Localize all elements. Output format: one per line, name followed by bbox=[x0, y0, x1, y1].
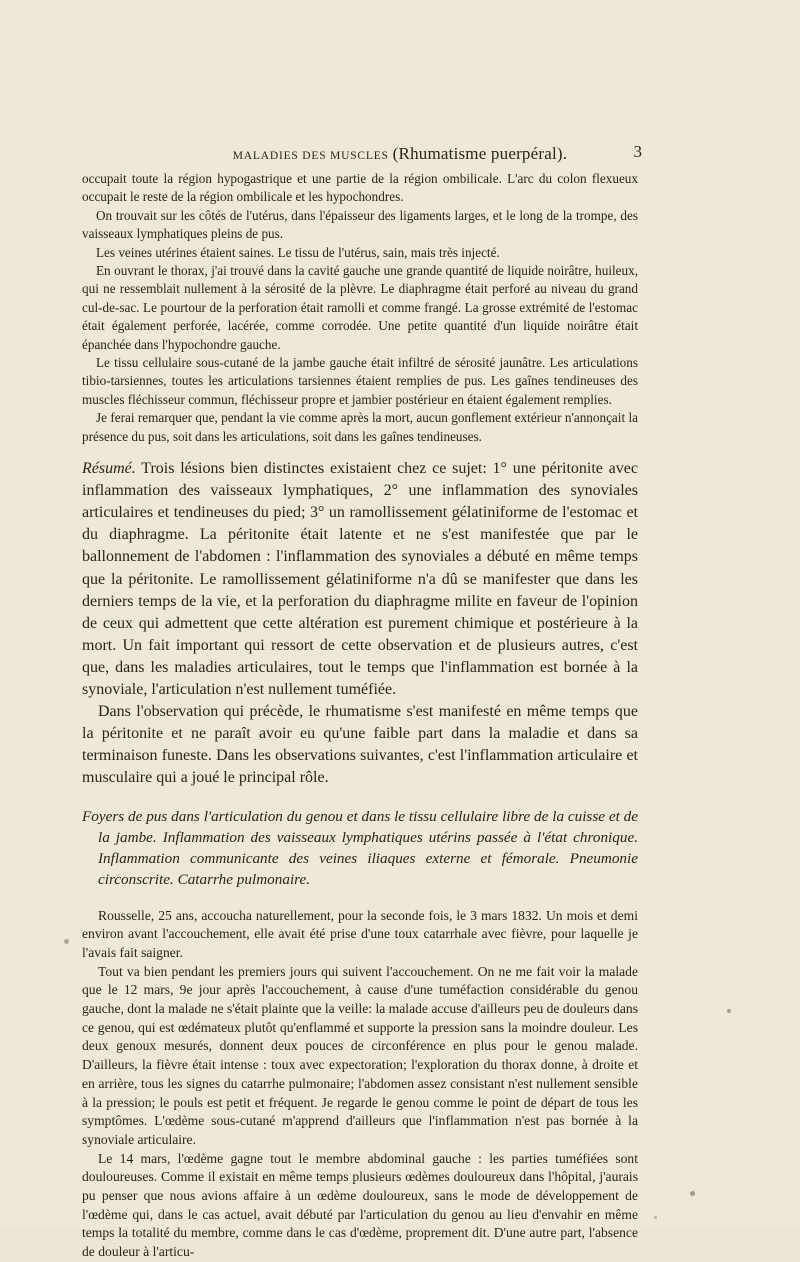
running-head bbox=[0, 144, 800, 164]
paper-stain bbox=[654, 1216, 657, 1219]
paragraph: Les veines utérines étaient saines. Le tissu de l'utérus, sain, mais très injecté. bbox=[96, 244, 500, 260]
paper-stain bbox=[64, 939, 69, 944]
paragraph: Rousselle, 25 ans, accoucha naturellement, pour la seconde fois, le 3 mars 1832. Un mois et demi environ avant l'accouchement, elle avait été prise d'une toux catarrhale avec fièvre, pour laquelle je l'avais fait saigner. bbox=[82, 907, 638, 960]
resume-text: Trois lésions bien distinctes existaient chez ce sujet: 1° une péritonite avec inflammation des vaisseaux lymphatiques, 2° une inflammation des synoviales articulaires et tendineuses du pied; 3° un ramollissement gélatiniforme de l'estomac et du diaphragme. La péritonite était latente et ne s'est manifestée que par le ballonnement de l'abdomen : l'inflammation des synoviales a débuté en même temps que la péritonite. Le ramollissement gélatiniforme n'a dû se manifester que dans les derniers temps de la vie, et la perforation du diaphragme milite en faveur de l'opinion de ceux qui admettent que cette altération est purement chimique et postérieure à la mort. Un fait important qui ressort de cette observation et de plusieurs autres, c'est que, dans les maladies articulaires, tout le temps que l'inflammation est bornée à la synoviale, l'articulation n'est nullement tuméfiée. bbox=[82, 460, 638, 699]
resume-paragraph: Dans l'observation qui précède, le rhumatisme s'est manifesté en même temps que la péritonite et ne paraît avoir eu qu'une faible part dans la maladie et dans sa terminaison funeste. Dans les observations suivantes, c'est l'inflammation articulaire et musculaire qui a joué le principal rôle. bbox=[82, 703, 638, 787]
running-head-title: MALADIES DES MUSCLES bbox=[232, 150, 389, 162]
paragraph: Le tissu cellulaire sous-cutané de la jambe gauche était infiltré de sérosité jaunâtre. Les articulations tibio-tarsiennes, toutes les articulations tarsiennes étaient remplies de pus. Les gaînes tendineuses des muscles fléchisseur commun, fléchisseur propre et jambier postérieur en étaient également remplies. bbox=[82, 355, 638, 407]
paragraph: On trouvait sur les côtés de l'utérus, dans l'épaisseur des ligaments larges, et le long de la trompe, des vaisseaux lymphatiques pleins de pus. bbox=[82, 207, 638, 242]
autopsy-section bbox=[82, 170, 638, 446]
page-number: 3 bbox=[633, 142, 642, 161]
paragraph: Le 14 mars, l'œdème gagne tout le membre abdominal gauche : les parties tuméfiées sont douloureuses. Comme il existait en même temps plusieurs œdèmes douloureux dans l'hôpital, j'aurais pu penser que nous avions affaire à un œdème douloureux, sans le mode de développement de l'œdème qui, dans le cas actuel, avait débuté par l'articulation du genou au lieu d'envahir en même temps la totalité du membre, comme dans le cas d'œdème, proprement dit. D'une autre part, l'absence de douleur à l'articu- bbox=[82, 1150, 638, 1260]
paper-stain bbox=[727, 1009, 731, 1013]
paper-stain bbox=[690, 1191, 695, 1196]
resume-section bbox=[82, 458, 638, 789]
resume-paragraph bbox=[82, 458, 638, 701]
paragraph: Je ferai remarquer que, pendant la vie comme après la mort, aucun gonflement extérieur n'annonçait la présence du pus, soit dans les articulations, soit dans les gaînes tendineuses. bbox=[82, 410, 638, 444]
resume-label: Résumé. bbox=[82, 460, 136, 478]
paragraph: En ouvrant le thorax, j'ai trouvé dans la cavité gauche une grande quantité de liquide noirâtre, huileux, qui ne ressemblait nullement à la sérosité de la plèvre. Le diaphragme était perforé au niveau du grand cul-de-sac. Le pourtour de la perforation était ramolli et comme frangé. La grosse extrémité de l'estomac était également perforée, lacérée, comme corrodée. Une petite quantité d'un liquide noirâtre était épanchée dans l'hypochondre gauche. bbox=[82, 263, 638, 352]
page-header bbox=[0, 144, 800, 168]
case-title: Foyers de pus dans l'articulation du genou et dans le tissu cellulaire libre de la cuisse et de la jambe. Inflammation des vaisseaux lymphatiques utérins passée à l'état chronique. Inflammation communicante des veines iliaques externe et fémorale. Pneumonie circonscrite. Catarrhe pulmonaire. bbox=[82, 807, 638, 888]
running-head-subtitle: (Rhumatisme puerpéral). bbox=[392, 144, 568, 163]
paragraph: occupait toute la région hypogastrique et une partie de la région ombilicale. L'arc du colon flexueux occupait le reste de la région ombilicale et les hypochondres. bbox=[82, 171, 638, 205]
page-body bbox=[82, 170, 638, 1262]
paragraph: Tout va bien pendant les premiers jours qui suivent l'accouchement. On ne me fait voir la malade que le 12 mars, 9e jour après l'accouchement, à cause d'une tuméfaction considérable du genou gauche, dont la malade ne s'était plainte que la veille: la malade accuse d'ailleurs peu de douleurs dans ce genou, qui est œdémateux plutôt qu'enflammé et supporte la pression sans la moindre douleur. Les deux genoux mesurés, donnent deux pouces de circonférence en plus pour le genou malade. D'ailleurs, la fièvre était intense : toux avec expectoration; l'exploration du thorax donne, à droite et en arrière, tous les signes du catarrhe pulmonaire; l'abdomen assez consistant n'est nullement sensible à la pression; le pouls est petit et fréquent. Je regarde le genou comme le point de départ de tous les symptômes. L'œdème sous-cutané m'apprend d'ailleurs que l'inflammation n'est pas bornée à la synoviale articulaire. bbox=[82, 963, 638, 1147]
case-section bbox=[82, 907, 638, 1262]
